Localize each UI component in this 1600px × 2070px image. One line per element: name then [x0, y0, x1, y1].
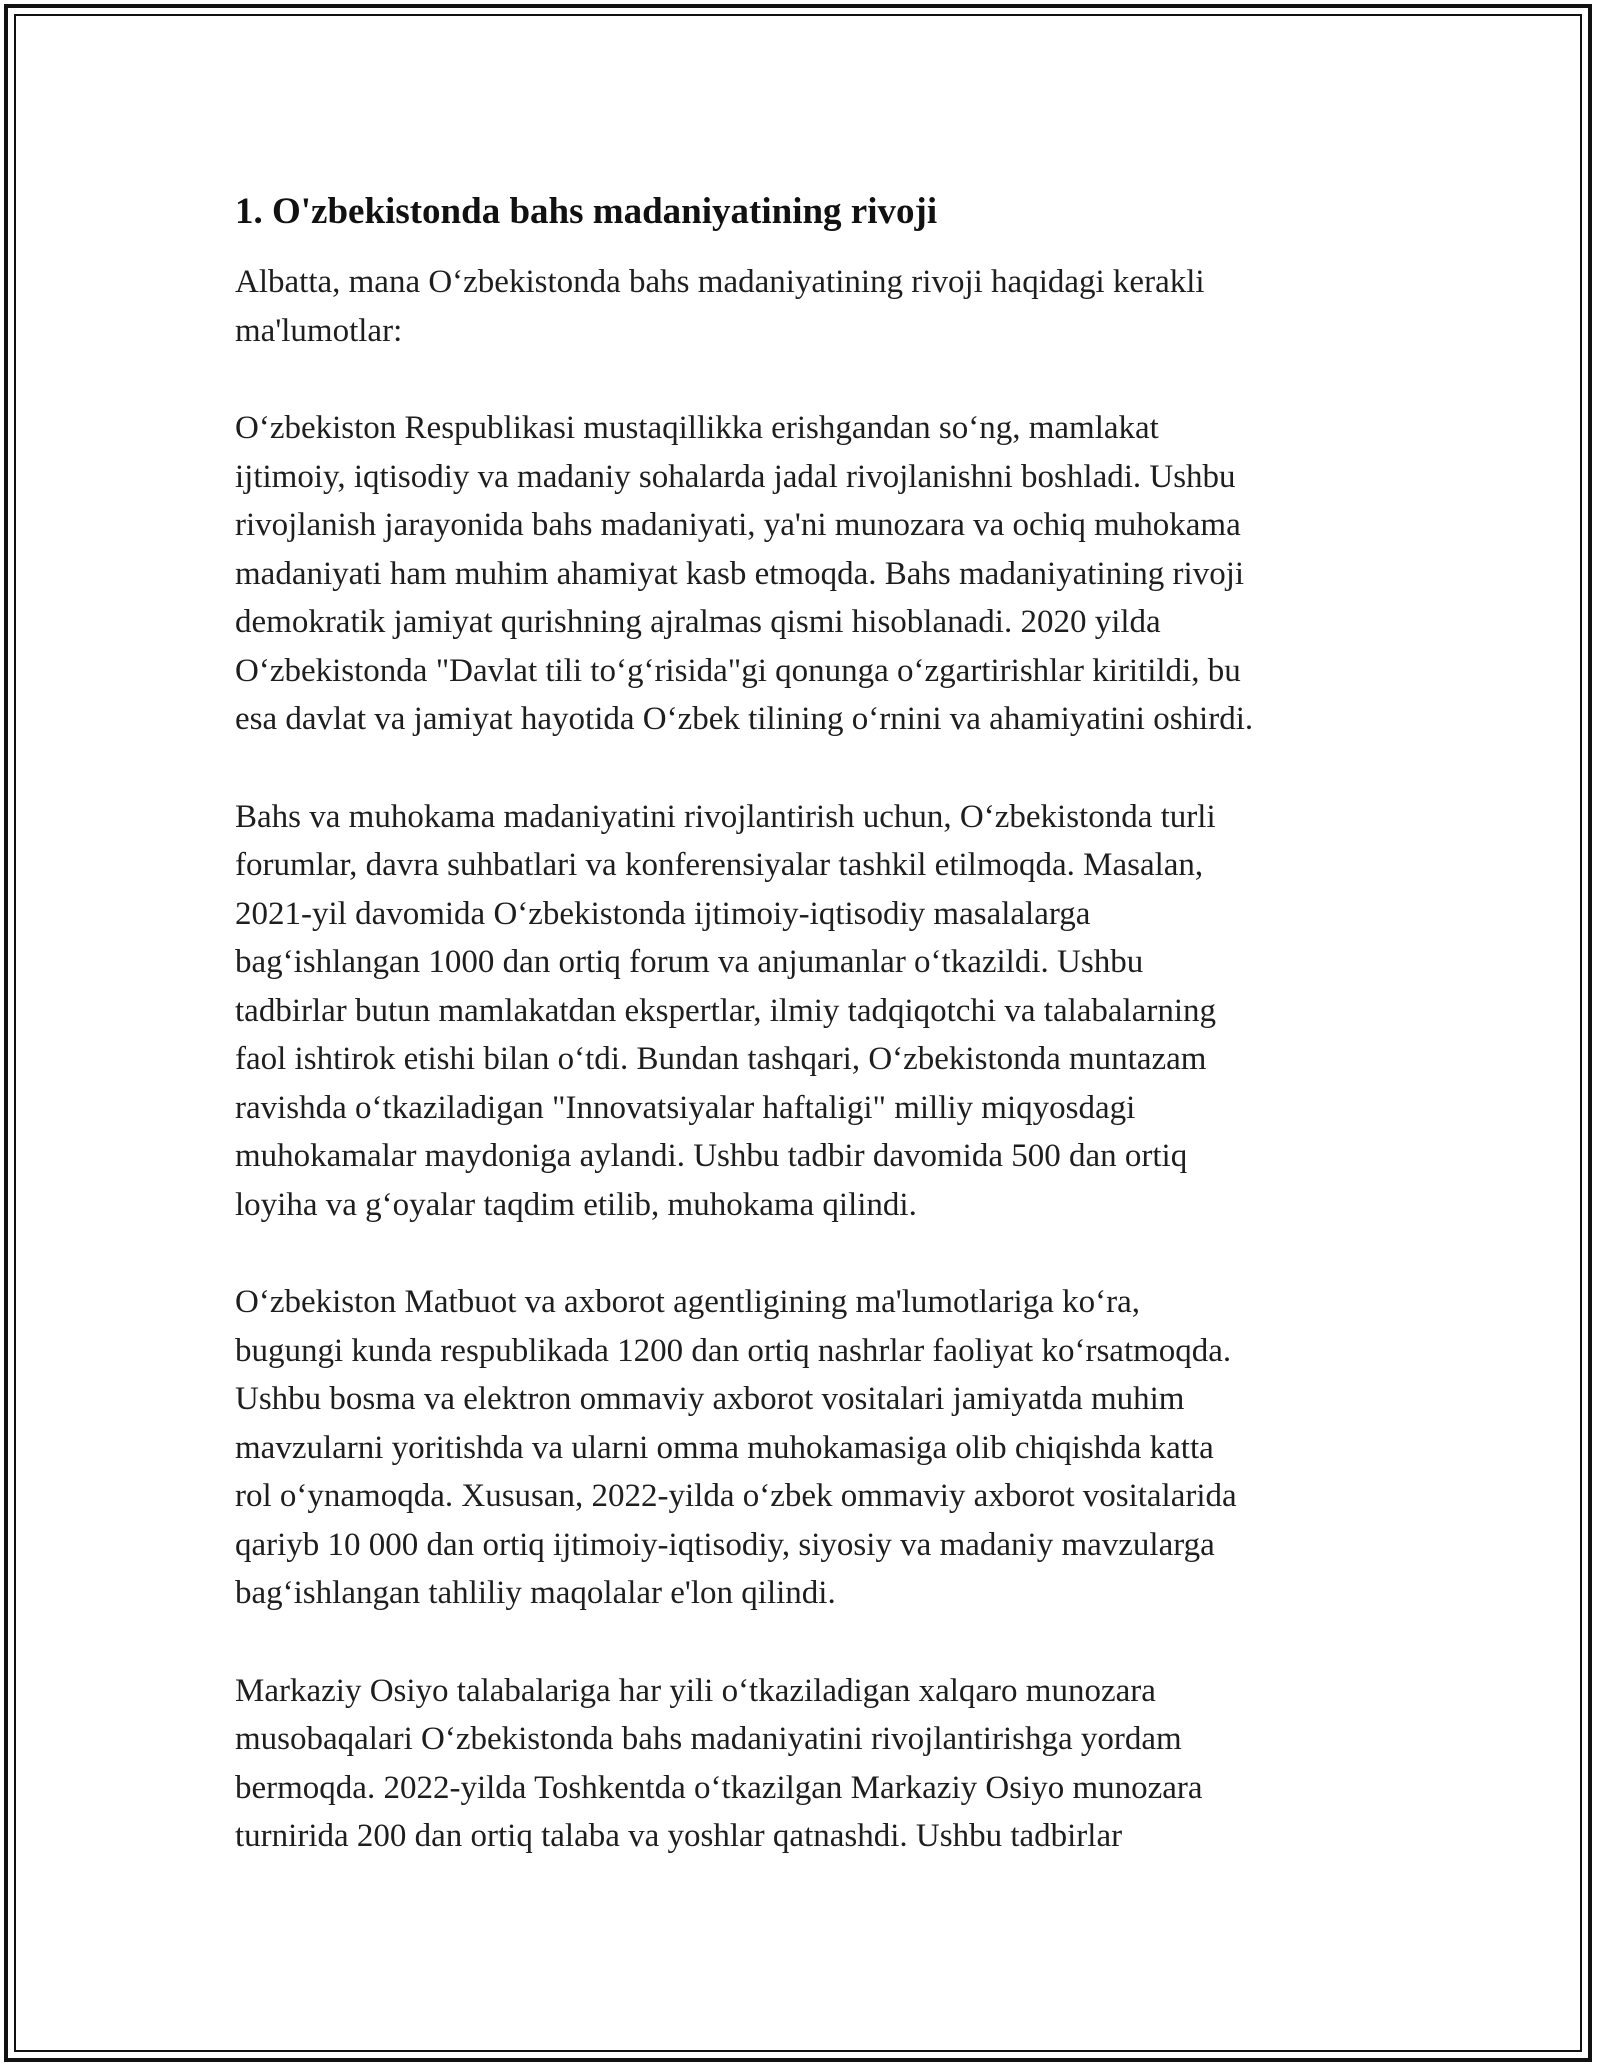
paragraph-intro: Albatta, mana O‘zbekistonda bahs madaniyatining rivoji haqidagi kerakli ma'lumotlar:	[235, 264, 1205, 349]
section-heading: 1. O'zbekistonda bahs madaniyatining rivoji	[235, 191, 938, 232]
paragraph-independence: O‘zbekiston Respublikasi mustaqillikka erishgandan so‘ng, mamlakat ijtimoiy, iqtisodiy va madaniy sohalarda jadal rivojlanishni boshladi. Ushbu rivojlanish jarayonida bahs madaniyati, ya'ni munozara va ochiq muhokama madaniyati ham muhim ahamiyat kasb etmoqda. Bahs madaniyatining rivoji demokratik jamiyat qurishning ajralmas qismi hisoblanadi. 2020 yilda O‘zbekistonda "Davlat tili to‘g‘risida"gi qonunga o‘zgartirishlar kiritildi, bu esa davlat va jamiyat hayotida O‘zbek tilining o‘rnini va ahamiyatini oshirdi.	[235, 410, 1254, 737]
paragraph-media: O‘zbekiston Matbuot va axborot agentligining ma'lumotlariga ko‘ra, bugungi kunda respublikada 1200 dan ortiq nashrlar faoliyat ko‘rsatmoqda. Ushbu bosma va elektron ommaviy axborot vositalari jamiyatda muhim mavzularni yoritishda va ularni omma muhokamasiga olib chiqishda katta rol o‘ynamoqda. Xususan, 2022-yilda o‘zbek ommaviy axborot vositalarida qariyb 10 000 dan ortiq ijtimoiy-iqtisodiy, siyosiy va madaniy mavzularga bag‘ishlangan tahliliy maqolalar e'lon qilindi.	[235, 1284, 1237, 1611]
paragraph-forums: Bahs va muhokama madaniyatini rivojlantirish uchun, O‘zbekistonda turli forumlar, davra suhbatlari va konferensiyalar tashkil etilmoqda. Masalan, 2021-yil davomida O‘zbekistonda ijtimoiy-iqtisodiy masalalarga bag‘ishlangan 1000 dan ortiq forum va anjumanlar o‘tkazildi. Ushbu tadbirlar butun mamlakatdan ekspertlar, ilmiy tadqiqotchi va talabalarning faol ishtirok etishi bilan o‘tdi. Bundan tashqari, O‘zbekistonda muntazam ravishda o‘tkaziladigan "Innovatsiyalar haftaligi" milliy miqyosdagi muhokamalar maydoniga aylandi. Ushbu tadbir davomida 500 dan ortiq loyiha va g‘oyalar taqdim etilib, muhokama qilindi.	[235, 798, 1217, 1223]
paragraph-debate-competitions: Markaziy Osiyo talabalariga har yili o‘tkaziladigan xalqaro munozara musobaqalari O‘zbekistonda bahs madaniyatini rivojlantirishga yordam bermoqda. 2022-yilda Toshkentda o‘tkazilgan Markaziy Osiyo munozara turnirida 200 dan ortiq talaba va yoshlar qatnashdi. Ushbu tadbirlar	[235, 1672, 1203, 1854]
document-body	[235, 186, 1385, 1910]
